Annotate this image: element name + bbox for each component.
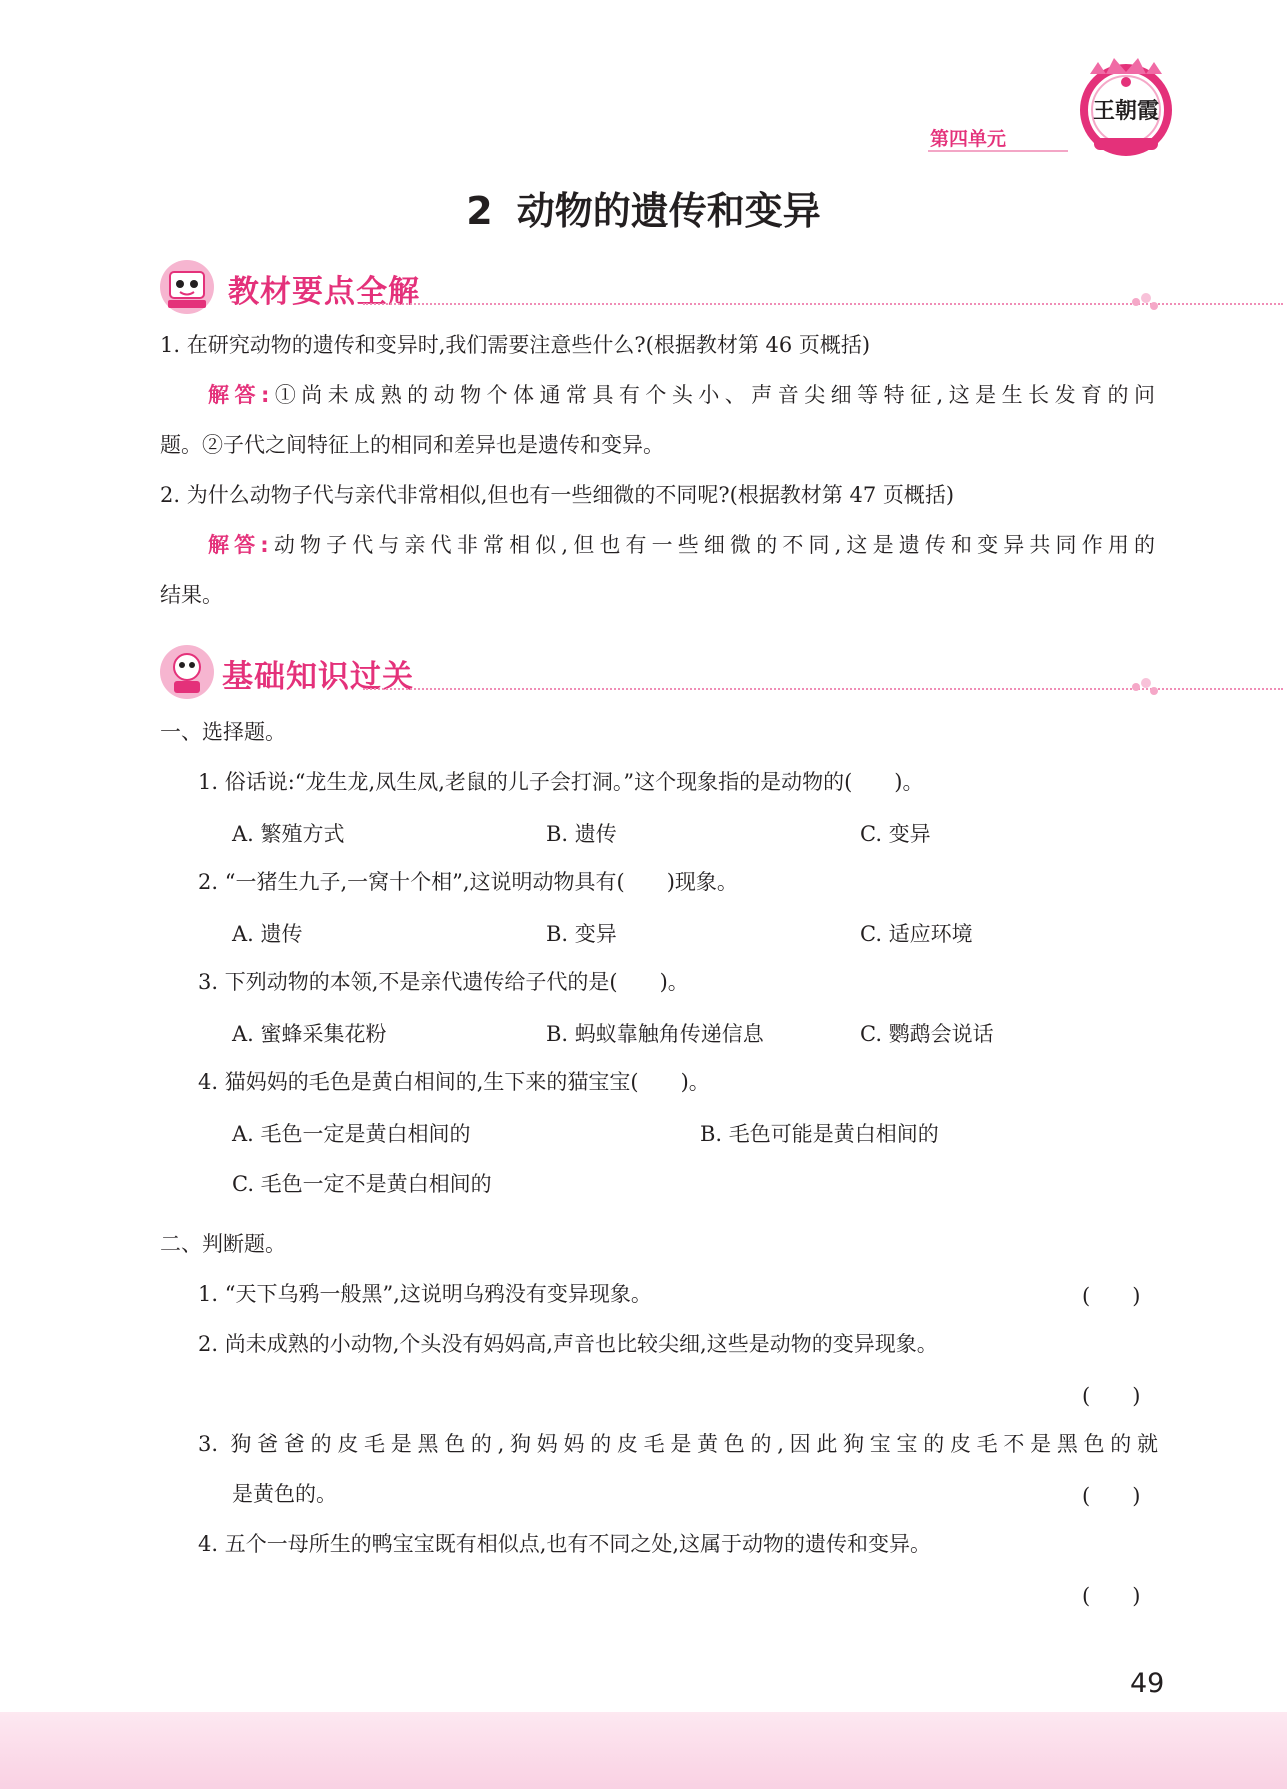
book-mascot-icon <box>158 258 216 316</box>
answer-label: 解答: <box>208 383 270 407</box>
mc-q2-option-b: B. 变异 <box>546 922 617 946</box>
q1-answer-line1 <box>208 381 1155 409</box>
mascot-icon <box>158 643 216 701</box>
mc-q4-option-b: B. 毛色可能是黄白相间的 <box>700 1122 939 1146</box>
q1-answer-line2: 题。②子代之间特征上的相同和差异也是遗传和变异。 <box>160 433 664 457</box>
mc-q2-option-a: A. 遗传 <box>232 922 303 946</box>
mc-q1-option-a: A. 繁殖方式 <box>232 822 345 846</box>
tf-q3-line2: 是黄色的。 <box>232 1482 337 1506</box>
unit-underline <box>928 150 1068 152</box>
answer-text: ①尚未成熟的动物个体通常具有个头小、声音尖细等特征,这是生长发育的问 <box>269 383 1155 407</box>
mc-q3-option-a: A. 蜜蜂采集花粉 <box>232 1022 387 1046</box>
tf-q3-answer-blank: ( ) <box>1082 1484 1141 1508</box>
decorative-dots-icon <box>1130 290 1160 312</box>
part1-heading: 一、选择题。 <box>160 720 286 744</box>
q2-answer-line1 <box>208 531 1155 559</box>
q2-answer-line2: 结果。 <box>160 583 223 607</box>
tf-q1-line1: 1. “天下乌鸦一般黑”,这说明乌鸦没有变异现象。 <box>198 1282 652 1306</box>
q2-question: 2. 为什么动物子代与亲代非常相似,但也有一些细微的不同呢?(根据教材第 47 页概括) <box>160 483 955 507</box>
tf-q1-answer-blank: ( ) <box>1082 1284 1141 1308</box>
footer-band <box>0 1712 1287 1789</box>
page-number: 49 <box>1130 1668 1165 1699</box>
answer-text: 动物子代与亲代非常相似,但也有一些细微的不同,这是遗传和变异共同作用的 <box>268 533 1155 557</box>
chapter-title <box>0 180 1287 235</box>
q1-question: 1. 在研究动物的遗传和变异时,我们需要注意些什么?(根据教材第 46 页概括) <box>160 333 871 357</box>
brand-logo <box>1070 52 1182 156</box>
decorative-dots-icon <box>1130 675 1160 697</box>
unit-label: 第四单元 <box>930 128 1007 150</box>
section-title: 教材要点全解 <box>228 274 420 310</box>
svg-text:王朝霞: 王朝霞 <box>1092 98 1160 124</box>
mc-q1-stem: 1. 俗话说:“龙生龙,凤生凤,老鼠的儿子会打洞。”这个现象指的是动物的( )。 <box>198 770 924 794</box>
mc-q3-option-c: C. 鹦鹉会说话 <box>860 1022 994 1046</box>
chapter-title-text: 动物的遗传和变异 <box>516 189 821 233</box>
mc-q2-stem: 2. “一猪生九子,一窝十个相”,这说明动物具有( )现象。 <box>198 870 738 894</box>
tf-q3-line1: 3. 狗爸爸的皮毛是黑色的,狗妈妈的皮毛是黄色的,因此狗宝宝的皮毛不是黑色的就 <box>198 1432 1158 1456</box>
tf-q2-answer-blank: ( ) <box>1082 1384 1141 1408</box>
section-header-basic-knowledge <box>158 643 1158 705</box>
mc-q4-stem: 4. 猫妈妈的毛色是黄白相间的,生下来的猫宝宝( )。 <box>198 1070 710 1094</box>
mc-q1-option-b: B. 遗传 <box>546 822 617 846</box>
tf-q2-line1: 2. 尚未成熟的小动物,个头没有妈妈高,声音也比较尖细,这些是动物的变异现象。 <box>198 1332 938 1356</box>
mc-q4-option-c: C. 毛色一定不是黄白相间的 <box>232 1172 492 1196</box>
answer-label: 解答: <box>208 533 269 557</box>
chapter-number: 2 <box>466 189 493 233</box>
mc-q2-option-c: C. 适应环境 <box>860 922 973 946</box>
section-header-textbook-points <box>158 258 1158 320</box>
tf-q4-answer-blank: ( ) <box>1082 1584 1141 1608</box>
tf-q4-line1: 4. 五个一母所生的鸭宝宝既有相似点,也有不同之处,这属于动物的遗传和变异。 <box>198 1532 932 1556</box>
mc-q3-stem: 3. 下列动物的本领,不是亲代遗传给子代的是( )。 <box>198 970 689 994</box>
mc-q1-option-c: C. 变异 <box>860 822 931 846</box>
section-title: 基础知识过关 <box>222 659 414 695</box>
mc-q3-option-b: B. 蚂蚁靠触角传递信息 <box>546 1022 764 1046</box>
part2-heading: 二、判断题。 <box>160 1232 286 1256</box>
mc-q4-option-a: A. 毛色一定是黄白相间的 <box>232 1122 471 1146</box>
